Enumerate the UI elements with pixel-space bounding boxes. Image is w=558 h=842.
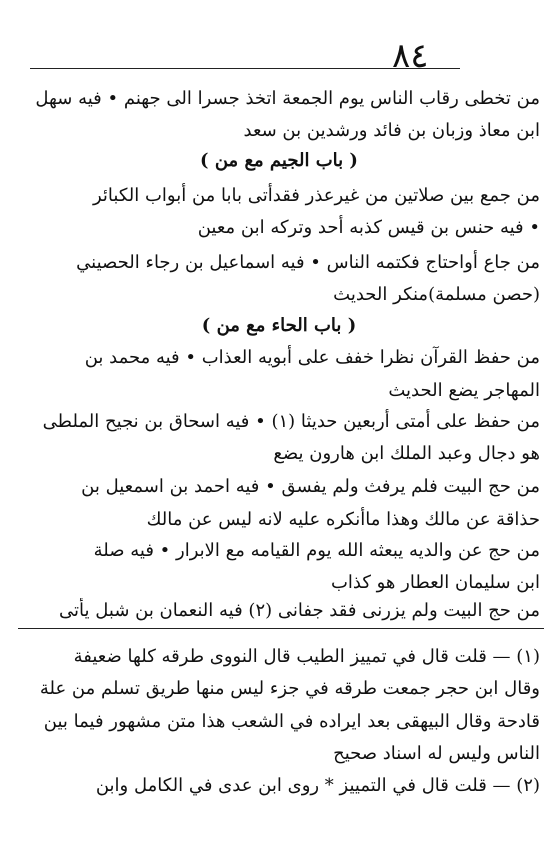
body-line: من حج البيت ولم يزرنى فقد جفانى (٢) فيه النعمان بن شبل يأتى xyxy=(59,600,540,621)
body-line: من حج عن والديه يبعثه الله يوم القيامه مع الابرار • فيه صلة xyxy=(93,540,540,561)
footnote-line: وقال ابن حجر جمعت طرقه في جزء ليس منها طريق تسلم من علة xyxy=(39,678,540,699)
body-line: من حج البيت فلم يرفث ولم يفسق • فيه احمد بن اسمعيل بن xyxy=(81,476,540,497)
footnote-separator xyxy=(18,628,544,629)
page-number: ٨٤ xyxy=(392,36,429,76)
body-line: من جاع أواحتاج فكتمه الناس • فيه اسماعيل بن رجاء الحصيني xyxy=(76,252,540,273)
section-heading: ( باب الجيم مع من ) xyxy=(200,150,358,171)
body-line: من تخطى رقاب الناس يوم الجمعة اتخذ جسرا الى جهنم • فيه سهل xyxy=(35,88,540,109)
body-line: • فيه حنس بن قيس كذبه أحد وتركه ابن معين xyxy=(197,217,540,238)
body-line: من جمع بين صلاتين من غيرعذر فقدأتى بابا من أبواب الكبائر xyxy=(92,185,540,206)
footnote-line: الناس وليس له اسناد صحيح xyxy=(333,743,540,764)
footnote-line: (١) — قلت قال في تمييز الطيب قال النووى طرقه كلها ضعيفة xyxy=(73,646,540,667)
footnote-line: قادحة وقال البيهقى بعد ايراده في الشعب هذا متن مشهور فيما بين xyxy=(43,711,540,732)
section-heading: ( باب الحاء مع من ) xyxy=(201,315,357,336)
body-line: ابن معاذ وزبان بن فائد ورشدين بن سعد xyxy=(243,120,540,141)
body-line: هو دجال وعبد الملك ابن هارون يضع xyxy=(273,443,540,464)
body-line: (حصن مسلمة)منكر الحديث xyxy=(333,284,540,305)
body-line: المهاجر يضع الحديث xyxy=(388,380,540,401)
body-line: حذاقة عن مالك وهذا ماأنكره عليه لانه ليس عن مالك xyxy=(146,509,540,530)
footnote-line: (٢) — قلت قال في التمييز * روى ابن عدى في الكامل وابن xyxy=(95,775,540,796)
body-line: من حفظ على أمتى أربعين حديثا (١) • فيه اسحاق بن نجيح الملطى xyxy=(42,411,540,432)
header-rule xyxy=(30,68,460,69)
body-line: من حفظ القرآن نظرا خفف على أبويه العذاب • فيه محمد بن xyxy=(84,347,540,368)
body-line: ابن سليمان العطار هو كذاب xyxy=(330,572,540,593)
